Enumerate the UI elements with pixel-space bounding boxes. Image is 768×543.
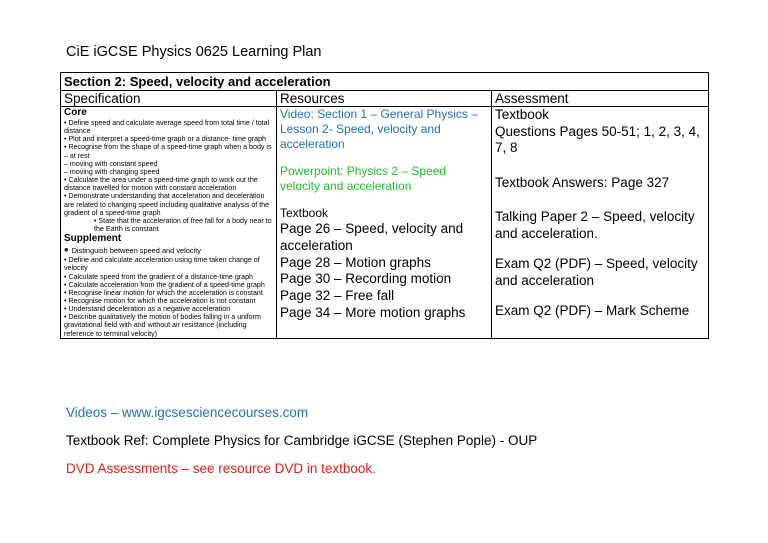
- specification-header: Specification: [61, 91, 277, 107]
- section-heading-row: [61, 73, 709, 91]
- core-item: • Plot and interpret a speed-time graph or a distance- time graph: [64, 135, 267, 144]
- textbook-page-item: Page 26 – Speed, velocity and acceleration: [280, 221, 464, 253]
- core-item: • Recognise from the shape of a speed-time graph when a body is: [64, 143, 272, 152]
- supplement-lead-item: [64, 242, 273, 258]
- supplement-item: • Recognise motion for which the acceleration is not constant: [64, 296, 256, 305]
- resources-cell: [277, 107, 492, 339]
- supplement-lead-text: Distinguish between speed and velocity: [71, 246, 201, 256]
- textbook-page-item: Page 34 – More motion graphs: [280, 304, 466, 320]
- resources-header: Resources: [277, 91, 492, 107]
- video-resource-link[interactable]: Video: Section 1 – General Physics – Lesson 2- Speed, velocity and acceleration: [280, 107, 478, 151]
- core-list: [64, 119, 273, 233]
- videos-link[interactable]: Videos – www.igcsesciencecourses.com: [66, 405, 309, 420]
- supplement-item: • Recognise linear motion for which the acceleration is constant: [64, 288, 263, 297]
- specification-cell: [61, 107, 277, 339]
- textbook-answers: Textbook Answers: Page 327: [495, 174, 670, 190]
- supplement-item: • Describe qualitatively the motion of bodies falling in a uniform gravitational field with and without air resistance (including reference to terminal velocity): [64, 313, 261, 338]
- core-heading: Core: [64, 107, 87, 118]
- supplement-heading: Supplement: [64, 233, 122, 245]
- learning-plan-table: [60, 72, 709, 339]
- textbook-page-item: Page 28 – Motion graphs: [280, 254, 431, 270]
- content-row: [61, 107, 709, 339]
- core-item-indented: • State that the acceleration of free fall for a body near to the Earth is constant: [94, 216, 272, 234]
- core-item: – moving with changing speed: [64, 167, 160, 176]
- textbook-pages-list: [280, 221, 488, 322]
- assessment-textbook-label: Textbook: [495, 107, 550, 122]
- assessment-questions: Questions Pages 50-51; 1, 2, 3, 4, 7, 8: [495, 123, 700, 155]
- textbook-label: Textbook: [280, 206, 329, 220]
- core-item: – moving with constant speed: [64, 159, 158, 168]
- assessment-header: Assessment: [492, 91, 709, 107]
- supplement-item: • Calculate speed from the gradient of a distance-time graph: [64, 272, 253, 281]
- supplement-item: • Define and calculate acceleration using time taken change of velocity: [64, 256, 260, 273]
- talking-paper: Talking Paper 2 – Speed, velocity and acceleration.: [495, 209, 695, 241]
- supplement-item: • Understand deceleration as a negative acceleration: [64, 305, 231, 314]
- column-header-row: [61, 91, 709, 107]
- dvd-assessments-note: DVD Assessments – see resource DVD in textbook.: [66, 461, 376, 476]
- assessment-cell: [492, 107, 709, 339]
- exam-q2-mark-scheme: Exam Q2 (PDF) – Mark Scheme: [495, 303, 690, 318]
- textbook-page-item: Page 30 – Recording motion: [280, 271, 452, 287]
- document-title: CiE iGCSE Physics 0625 Learning Plan: [66, 44, 322, 60]
- textbook-reference: Textbook Ref: Complete Physics for Cambridge iGCSE (Stephen Pople) - OUP: [66, 433, 538, 448]
- supplement-list: [64, 256, 273, 338]
- bullet-icon: •: [64, 242, 69, 258]
- core-item: – at rest: [64, 151, 90, 160]
- supplement-item: • Calculate acceleration from the gradient of a speed-time graph: [64, 280, 265, 289]
- section-heading: Section 2: Speed, velocity and acceleration: [61, 73, 709, 91]
- core-item: • Calculate the area under a speed-time graph to work out the distance travelled for motion with constant acceleration: [64, 176, 258, 193]
- powerpoint-resource-link[interactable]: Powerpoint: Physics 2 – Speed velocity and acceleration: [280, 164, 447, 193]
- textbook-page-item: Page 32 – Free fall: [280, 288, 395, 304]
- exam-q2: Exam Q2 (PDF) – Speed, velocity and acceleration: [495, 256, 698, 288]
- core-item: • Demonstrate understanding that acceleration and deceleration are related to changing speed including qualitative analysis of the gradient of a speed-time graph: [64, 192, 270, 217]
- core-item: • Define speed and calculate average speed from total time / total distance: [64, 119, 270, 136]
